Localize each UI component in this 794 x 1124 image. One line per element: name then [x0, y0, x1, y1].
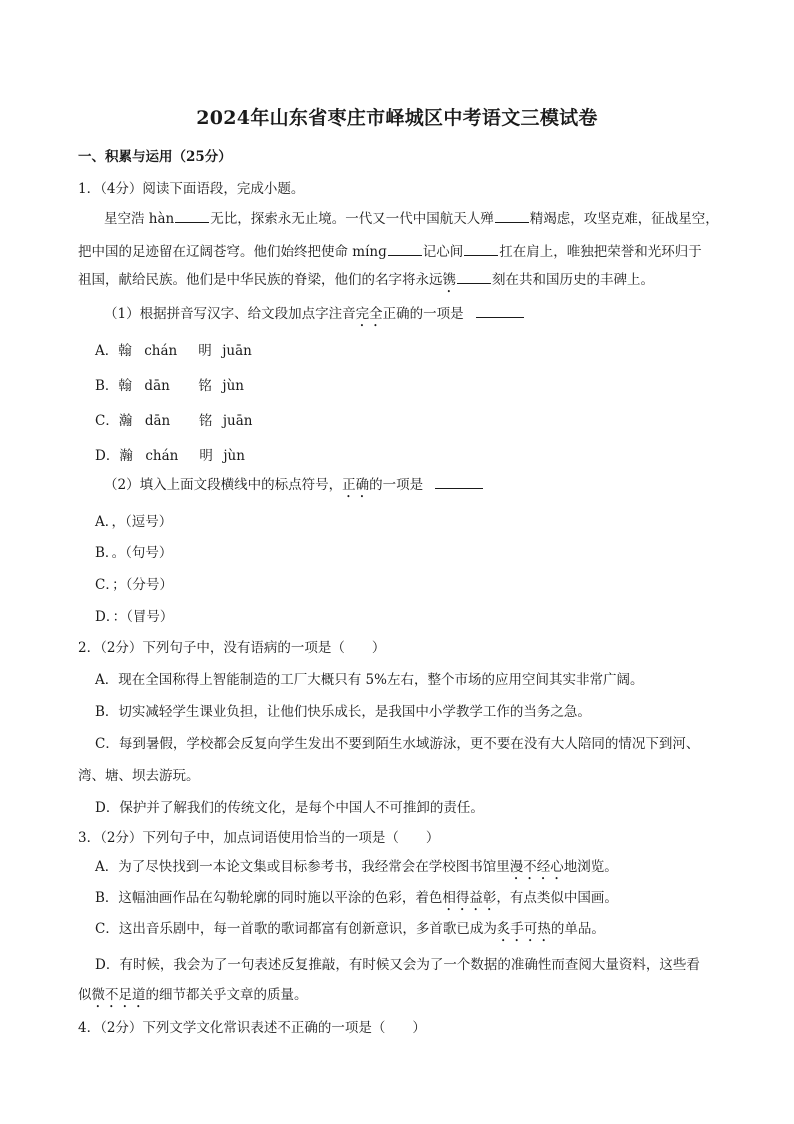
option-char: 明 [198, 343, 212, 359]
sub-question-text: （2）填入上面文段横线中的标点符号， [104, 477, 343, 493]
option-pinyin: juān [222, 413, 253, 429]
option-letter: B． [95, 378, 119, 394]
question-1-passage-line-3 [78, 268, 654, 296]
option-text: 的细节都关乎文章的质量。 [145, 987, 308, 1003]
option-char: 瀚 [118, 413, 133, 429]
option-c[interactable] [95, 409, 252, 429]
q3-option-b[interactable] [95, 886, 618, 914]
option-d[interactable] [95, 444, 245, 464]
answer-blank [464, 241, 498, 256]
answer-blank [457, 269, 491, 284]
dotted-word: 完全 [355, 306, 383, 322]
option-a[interactable] [95, 339, 252, 359]
q2-option-d[interactable]: D．保护并了解我们的传统文化，是每个中国人不可推卸的责任。 [95, 800, 484, 816]
passage-text: 扛在肩上，唯独把荣誉和光环归于 [499, 244, 702, 260]
option-char: 铭 [198, 413, 213, 429]
answer-blank [435, 474, 483, 489]
sub-question-text: 正确的一项是 [382, 306, 464, 322]
q3-option-a[interactable] [95, 855, 618, 883]
question-4-stem: 4．（2分）下列文学文化常识表述不正确的一项是（ ） [78, 1020, 426, 1036]
answer-blank [388, 241, 422, 256]
passage-text: 祖国，献给民族。他们是中华民族的脊梁，他们的名字将永远 [78, 272, 443, 288]
passage-text: 无比，探索永无止境。一代又一代中国航天人殚 [210, 211, 494, 227]
passage-text: 星空浩 hàn [104, 211, 175, 227]
punct-option-d[interactable]: D．：（冒号） [95, 609, 174, 625]
answer-blank [476, 303, 524, 318]
passage-text: 刻在共和国历史的丰碑上。 [492, 272, 654, 288]
answer-blank [495, 208, 529, 223]
question-1-passage-line-1 [104, 207, 719, 227]
option-letter: A． [95, 343, 119, 359]
q2-option-c-line-1[interactable]: C．每到暑假，学校都会反复向学生发出不要到陌生水域游泳，更不要在没有大人陪同的情况下到河、 [95, 736, 700, 752]
passage-text: 把中国的足迹留在辽阔苍穹。他们始终把使命 mínɡ [78, 244, 387, 260]
option-letter: C． [95, 413, 119, 429]
option-text: B．这幅油画作品在勾勒轮廓的同时施以平涂的色彩，着色 [95, 890, 443, 906]
section-heading: 一、积累与运用（25分） [78, 149, 232, 165]
q3-option-d-line-1[interactable]: D．有时候，我会为了一句表述反复推敲，有时候又会为了一个数据的准确性而查阅大量资料，这些看 [95, 957, 700, 973]
option-text: 地浏览。 [563, 859, 618, 875]
question-1-sub-2 [104, 473, 484, 501]
option-letter: D． [95, 448, 120, 464]
option-text: A．为了尽快找到一本论文集或目标参考书，我经常会在学校图书馆里 [95, 859, 510, 875]
dotted-word: 漫不经心 [509, 859, 564, 875]
sub-question-text: 的一项是 [369, 477, 424, 493]
option-char: 铭 [198, 378, 212, 394]
option-b[interactable] [95, 374, 244, 394]
option-pinyin: jùn [223, 448, 245, 464]
sub-question-text: （1）根据拼音写汉字、给文段加点字注音 [104, 306, 356, 322]
punct-option-c[interactable]: C．；（分号） [95, 577, 173, 593]
question-1-sub-1 [104, 302, 525, 330]
q3-option-d-line-2 [78, 983, 308, 1011]
q2-option-a[interactable]: A．现在全国称得上智能制造的工厂大概只有 5%左右，整个市场的应用空间其实非常广阔。 [95, 672, 644, 688]
dotted-character: 镌 [442, 272, 456, 288]
option-char: 明 [199, 448, 213, 464]
option-pinyin: chán [144, 343, 178, 359]
q3-option-c[interactable] [95, 917, 605, 945]
dotted-word: 正确 [342, 477, 370, 493]
dotted-word: 微不足道 [91, 987, 146, 1003]
question-3-stem: 3．（2分）下列句子中，加点词语使用恰当的一项是（ ） [78, 830, 440, 846]
option-pinyin: juān [222, 343, 252, 359]
question-1-passage-line-2 [78, 240, 702, 260]
question-2-stem: 2．（2分）下列句子中，没有语病的一项是（ ） [78, 640, 386, 656]
passage-text: 记心间 [422, 244, 464, 260]
option-pinyin: chán [145, 448, 179, 464]
page-title: 2024年山东省枣庄市峄城区中考语文三模试卷 [196, 107, 598, 129]
dotted-word: 炙手可热 [496, 921, 551, 937]
option-text: 似 [78, 987, 92, 1003]
option-char: 翰 [118, 343, 132, 359]
option-text: 的单品。 [550, 921, 605, 937]
passage-text: 精竭虑，攻坚克难，征战星空， [529, 211, 719, 227]
punct-option-a[interactable]: A．，（逗号） [95, 514, 173, 530]
option-char: 瀚 [119, 448, 133, 464]
q2-option-b[interactable]: B．切实减轻学生课业负担，让他们快乐成长，是我国中小学教学工作的当务之急。 [95, 704, 591, 720]
answer-blank [175, 208, 209, 223]
option-pinyin: dān [144, 378, 170, 394]
dotted-word: 相得益彰 [442, 890, 497, 906]
q2-option-c-line-2: 湾、塘、坝去游玩。 [78, 768, 200, 784]
option-text: ，有点类似中国画。 [496, 890, 618, 906]
option-pinyin: jùn [222, 378, 244, 394]
option-pinyin: dān [144, 413, 171, 429]
option-text: C．这出音乐剧中，每一首歌的歌词都富有创新意识，多首歌已成为 [95, 921, 497, 937]
punct-option-b[interactable]: B．。（句号） [95, 545, 173, 561]
question-1-stem: 1．（4分）阅读下面语段，完成小题。 [78, 181, 305, 197]
option-char: 翰 [118, 378, 132, 394]
